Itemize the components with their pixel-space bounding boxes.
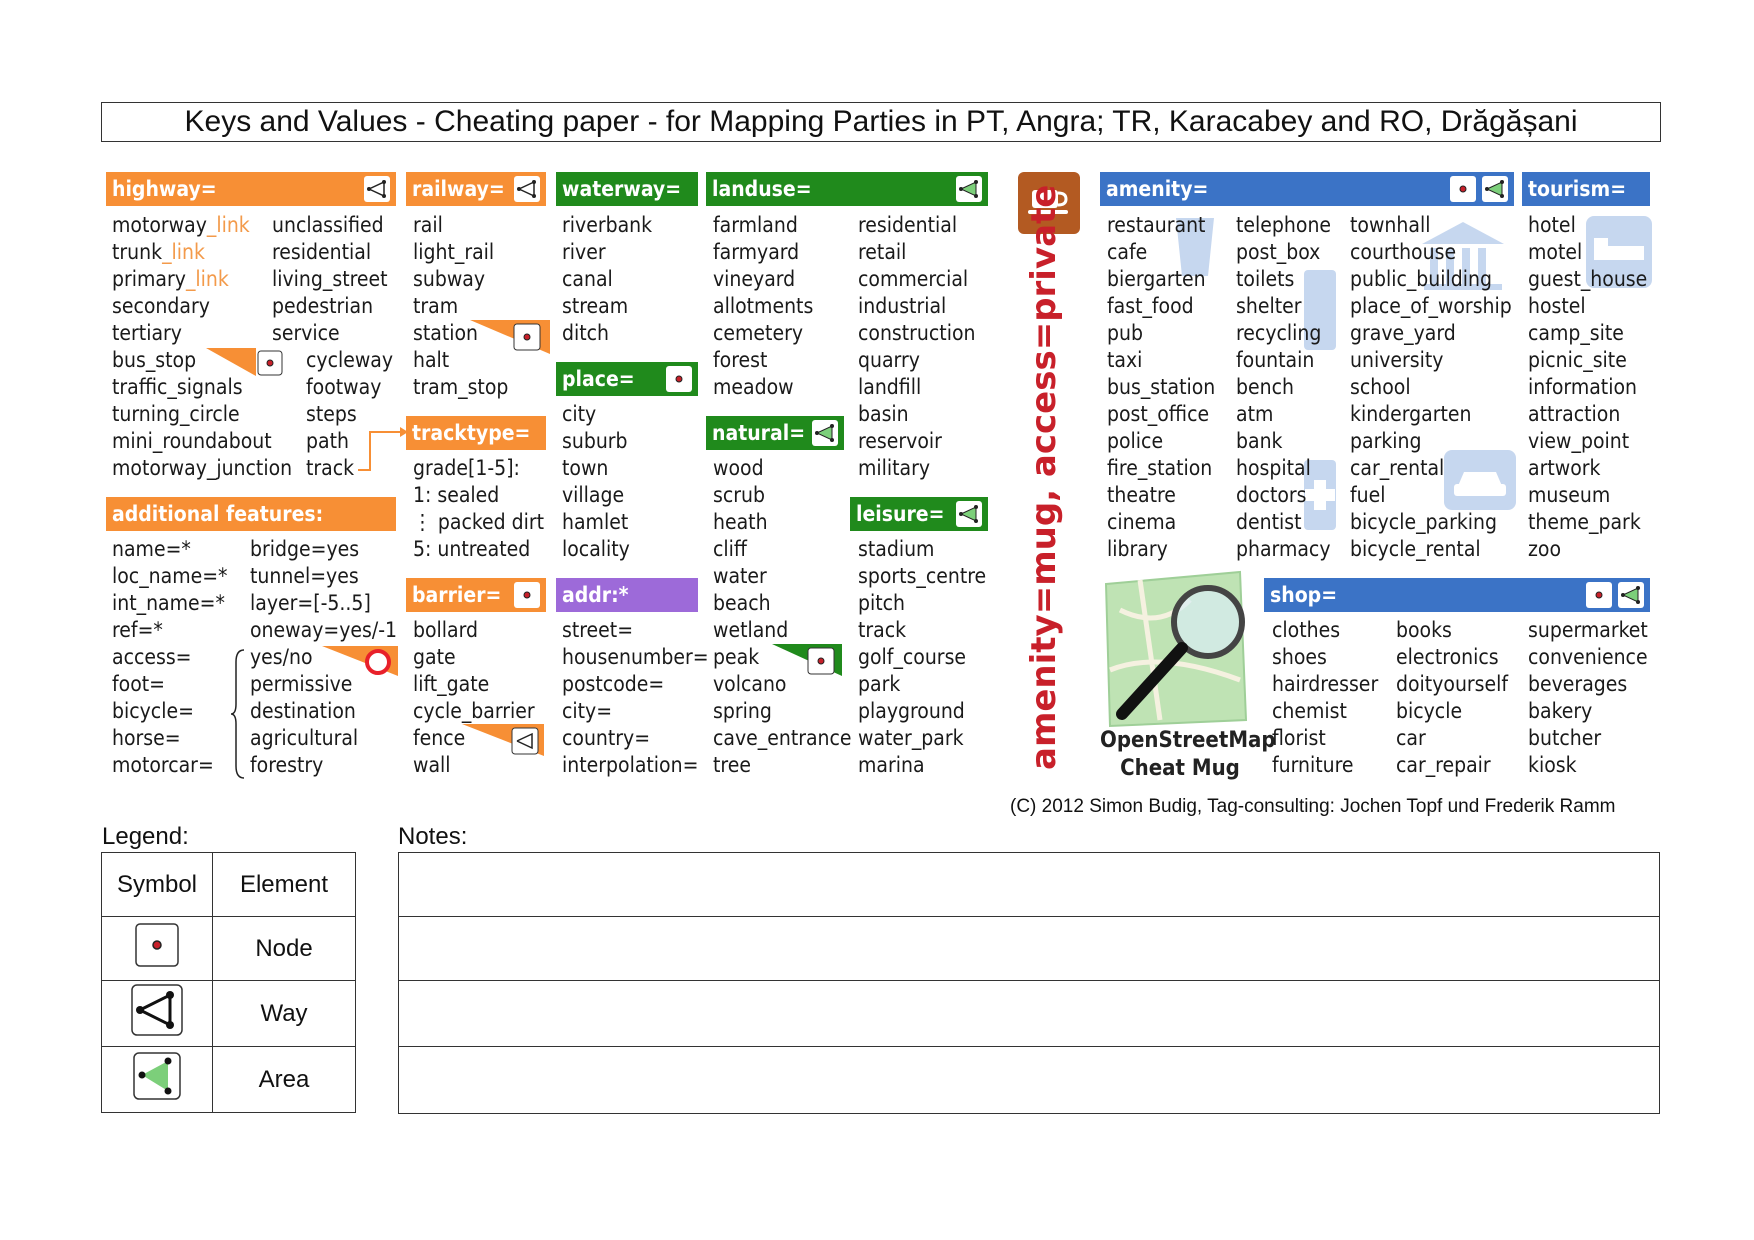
list-item: retail	[858, 240, 907, 264]
vertical-tag-text: amenity=mug, access=private	[1024, 184, 1064, 770]
list-item: meadow	[713, 375, 794, 399]
list-item: ditch	[562, 321, 610, 345]
list-item: tram	[413, 294, 459, 318]
list-item: locality	[562, 537, 630, 561]
list-item: agricultural	[250, 726, 359, 750]
tourism-list	[1528, 212, 1647, 563]
addr-list	[562, 617, 709, 779]
area-icon	[812, 420, 838, 446]
highway-col1	[112, 212, 292, 482]
list-item: motorway_junction	[112, 456, 293, 480]
list-item: ref=*	[112, 618, 163, 642]
list-item: doctors	[1236, 483, 1307, 507]
list-item: car_repair	[1396, 753, 1491, 777]
list-item: convenience	[1528, 645, 1648, 669]
list-item: university	[1350, 348, 1444, 372]
list-item: hostel	[1528, 294, 1586, 318]
node-wedge-icon	[772, 644, 842, 676]
list-item: theatre	[1107, 483, 1176, 507]
list-item: farmland	[713, 213, 798, 237]
list-item: pub	[1107, 321, 1143, 345]
list-item: hotel	[1528, 213, 1576, 237]
list-item: interpolation=	[562, 753, 699, 777]
list-item: stadium	[858, 537, 935, 561]
place-header	[556, 362, 698, 396]
list-item: primary_link	[112, 267, 229, 291]
list-item: grade[1-5]:	[413, 456, 520, 480]
list-item: industrial	[858, 294, 947, 318]
mug-caption-line2: Cheat Mug	[1120, 756, 1240, 781]
way-symbol	[102, 981, 213, 1047]
list-item: place_of_worship	[1350, 294, 1512, 318]
shop-col3	[1528, 617, 1648, 779]
list-item: rail	[413, 213, 443, 237]
leisure-label: leisure=	[856, 502, 945, 526]
way-wedge-icon	[462, 724, 544, 756]
list-item: city=	[562, 699, 613, 723]
list-item: riverbank	[562, 213, 653, 237]
list-item: camp_site	[1528, 321, 1624, 345]
list-item: mini_roundabout	[112, 429, 272, 453]
list-item: recycling	[1236, 321, 1322, 345]
amenity-col3	[1350, 212, 1512, 563]
list-item: police	[1107, 429, 1164, 453]
list-item: fountain	[1236, 348, 1315, 372]
list-item: fence	[413, 726, 466, 750]
list-item: motel	[1528, 240, 1583, 264]
list-item: halt	[413, 348, 450, 372]
list-item: postcode=	[562, 672, 665, 696]
landuse-col2	[858, 212, 975, 482]
list-item: trunk_link	[112, 240, 205, 264]
list-item: fire_station	[1107, 456, 1213, 480]
list-item: wood	[713, 456, 764, 480]
notes-area[interactable]	[398, 852, 1660, 1114]
list-item: pitch	[858, 591, 906, 615]
shop-header	[1264, 578, 1650, 612]
list-item: beverages	[1528, 672, 1628, 696]
natural-label: natural=	[712, 421, 806, 445]
list-item: view_point	[1528, 429, 1630, 453]
list-item: bench	[1236, 375, 1294, 399]
list-item: canal	[562, 267, 613, 291]
page-title: Keys and Values - Cheating paper - for Mapping Parties in PT, Angra; TR, Karacabey and RO, Drăgășani	[101, 102, 1661, 142]
place-list	[562, 401, 630, 563]
node-icon	[666, 366, 692, 392]
list-item: spring	[713, 699, 772, 723]
list-item: bus_station	[1107, 375, 1216, 399]
list-item: access=	[112, 645, 192, 669]
list-item: housenumber=	[562, 645, 709, 669]
addr-header	[556, 578, 698, 612]
list-item: bicycle=	[112, 699, 194, 723]
list-item: bank	[1236, 429, 1283, 453]
list-item: parking	[1350, 429, 1422, 453]
list-item: motorcar=	[112, 753, 214, 777]
list-item: tram_stop	[413, 375, 509, 399]
waterway-list	[562, 212, 652, 347]
mug-caption	[1100, 727, 1276, 783]
list-item: taxi	[1107, 348, 1143, 372]
shop-label: shop=	[1270, 583, 1338, 607]
list-item: fast_food	[1107, 294, 1194, 318]
list-item: suburb	[562, 429, 628, 453]
list-item: village	[562, 483, 625, 507]
list-item: post_box	[1236, 240, 1321, 264]
highway-header	[106, 172, 396, 206]
way-icon	[514, 176, 540, 202]
amenity-col2	[1236, 212, 1331, 563]
list-item: basin	[858, 402, 909, 426]
railway-header	[406, 172, 546, 206]
list-item: water_park	[858, 726, 964, 750]
addr-label: addr:*	[562, 583, 629, 607]
list-item: kiosk	[1528, 753, 1577, 777]
list-item: station	[413, 321, 479, 345]
natural-list	[713, 455, 852, 779]
symbol-header: Symbol	[102, 853, 213, 917]
list-item: cemetery	[713, 321, 804, 345]
list-item: ⋮ packed dirt	[413, 510, 545, 534]
node-wedge-icon	[470, 320, 550, 354]
list-item: forestry	[250, 753, 324, 777]
barrier-label: barrier=	[412, 583, 502, 607]
list-item: forest	[713, 348, 768, 372]
list-item: chemist	[1272, 699, 1347, 723]
list-item: clothes	[1272, 618, 1341, 642]
list-item: landfill	[858, 375, 922, 399]
list-item: permissive	[250, 672, 353, 696]
list-item: guest_house	[1528, 267, 1648, 291]
list-item: int_name=*	[112, 591, 225, 615]
red-circle-icon	[322, 646, 398, 680]
list-item: hospital	[1236, 456, 1311, 480]
tracktype-list	[413, 455, 544, 563]
list-item: allotments	[713, 294, 814, 318]
area-icon	[956, 501, 982, 527]
list-item: cinema	[1107, 510, 1177, 534]
list-item: farmyard	[713, 240, 800, 264]
list-item: books	[1396, 618, 1452, 642]
node-wedge-icon	[206, 348, 288, 378]
list-item: car	[1396, 726, 1426, 750]
list-item: oneway=yes/-1	[250, 618, 398, 642]
list-item: sports_centre	[858, 564, 987, 588]
place-label: place=	[562, 367, 635, 391]
way-icon	[364, 176, 390, 202]
list-item: lift_gate	[413, 672, 490, 696]
list-item: picnic_site	[1528, 348, 1627, 372]
list-item: marina	[858, 753, 925, 777]
list-item: golf_course	[858, 645, 967, 669]
list-item: street=	[562, 618, 634, 642]
list-item: courthouse	[1350, 240, 1457, 264]
list-item: bus_stop	[112, 348, 197, 372]
list-item: town	[562, 456, 609, 480]
list-item: residential	[858, 213, 958, 237]
way-icon	[130, 983, 184, 1037]
list-item: telephone	[1236, 213, 1332, 237]
list-item: theme_park	[1528, 510, 1641, 534]
list-item: restaurant	[1107, 213, 1206, 237]
list-item: gate	[413, 645, 456, 669]
additional-label: additional features:	[112, 502, 324, 526]
highway-label: highway=	[112, 177, 217, 201]
shop-col1	[1272, 617, 1378, 779]
landuse-label: landuse=	[712, 177, 812, 201]
list-item: loc_name=*	[112, 564, 228, 588]
list-item: doityourself	[1396, 672, 1509, 696]
list-item: playground	[858, 699, 965, 723]
list-item: 1: sealed	[413, 483, 500, 507]
node-icon	[514, 582, 540, 608]
list-item: footway	[306, 375, 382, 399]
legend-row-label: Way	[213, 981, 356, 1047]
list-item: toilets	[1236, 267, 1295, 291]
tourism-label: tourism=	[1528, 177, 1627, 201]
list-item: tertiary	[112, 321, 182, 345]
node-icon	[134, 922, 180, 968]
additional-header	[106, 497, 396, 531]
list-item: reservoir	[858, 429, 942, 453]
list-item: grave_yard	[1350, 321, 1456, 345]
list-item: wall	[413, 753, 451, 777]
list-item: electronics	[1396, 645, 1499, 669]
list-item: florist	[1272, 726, 1326, 750]
list-item: car_rental	[1350, 456, 1445, 480]
list-item: fuel	[1350, 483, 1386, 507]
list-item: biergarten	[1107, 267, 1206, 291]
tourism-header	[1522, 172, 1650, 206]
brace-icon	[230, 648, 246, 780]
list-item: hairdresser	[1272, 672, 1379, 696]
list-item: military	[858, 456, 931, 480]
list-item: subway	[413, 267, 486, 291]
list-item: heath	[713, 510, 768, 534]
list-item: city	[562, 402, 597, 426]
list-item: country=	[562, 726, 651, 750]
list-item: quarry	[858, 348, 920, 372]
list-item: zoo	[1528, 537, 1562, 561]
amenity-label: amenity=	[1106, 177, 1209, 201]
area-symbol	[102, 1047, 213, 1113]
list-item: cave_entrance	[713, 726, 852, 750]
list-item: service	[272, 321, 340, 345]
tracktype-label: tracktype=	[412, 421, 531, 445]
list-item: supermarket	[1528, 618, 1648, 642]
legend-row-label: Area	[213, 1047, 356, 1113]
list-item: residential	[272, 240, 372, 264]
list-item: furniture	[1272, 753, 1354, 777]
list-item: bicycle_rental	[1350, 537, 1481, 561]
list-item: path	[306, 429, 349, 453]
waterway-header	[556, 172, 698, 206]
list-item: name=*	[112, 537, 191, 561]
legend-row-label: Node	[213, 917, 356, 981]
list-item: turning_circle	[112, 402, 240, 426]
list-item: yes/no	[250, 645, 313, 669]
list-item: living_street	[272, 267, 388, 291]
mug-caption-line1: OpenStreetMap	[1100, 728, 1276, 753]
list-item: bicycle_parking	[1350, 510, 1498, 534]
amenity-col1	[1107, 212, 1215, 563]
list-item: cliff	[713, 537, 747, 561]
arrow-icon	[356, 424, 408, 474]
landuse-col1	[713, 212, 813, 401]
area-icon	[1618, 582, 1644, 608]
list-item: river	[562, 240, 606, 264]
area-icon	[956, 176, 982, 202]
list-item: public_building	[1350, 267, 1492, 291]
landuse-header	[706, 172, 988, 206]
additional-col1	[112, 536, 228, 779]
node-symbol	[102, 917, 213, 981]
list-item: vineyard	[713, 267, 796, 291]
list-item: townhall	[1350, 213, 1431, 237]
list-item: commercial	[858, 267, 969, 291]
list-item: beach	[713, 591, 771, 615]
element-header: Element	[213, 853, 356, 917]
list-item: cycleway	[306, 348, 394, 372]
list-item: tree	[713, 753, 751, 777]
leisure-header	[850, 497, 988, 531]
list-item: library	[1107, 537, 1168, 561]
list-item: wetland	[713, 618, 789, 642]
list-item: cycle_barrier	[413, 699, 535, 723]
list-item: foot=	[112, 672, 165, 696]
list-item: dentist	[1236, 510, 1302, 534]
list-item: shoes	[1272, 645, 1327, 669]
barrier-header	[406, 578, 546, 612]
legend-title: Legend:	[102, 823, 189, 850]
credit-line: (C) 2012 Simon Budig, Tag-consulting: Jochen Topf und Frederik Ramm	[1010, 796, 1616, 817]
list-item: motorway_link	[112, 213, 250, 237]
list-item: stream	[562, 294, 629, 318]
list-item: museum	[1528, 483, 1611, 507]
amenity-header	[1100, 172, 1514, 206]
notes-line[interactable]	[399, 1047, 1659, 1113]
tracktype-header	[406, 416, 546, 450]
list-item: peak	[713, 645, 760, 669]
railway-list	[413, 212, 508, 401]
list-item: destination	[250, 699, 356, 723]
list-item: bicycle	[1396, 699, 1463, 723]
list-item: secondary	[112, 294, 210, 318]
list-item: unclassified	[272, 213, 384, 237]
list-item: layer=[-5..5]	[250, 591, 371, 615]
notes-line[interactable]	[399, 917, 1659, 981]
list-item: post_office	[1107, 402, 1210, 426]
notes-line[interactable]	[399, 853, 1659, 917]
list-item: traffic_signals	[112, 375, 243, 399]
list-item: water	[713, 564, 767, 588]
list-item: scrub	[713, 483, 765, 507]
openstreetmap-logo-icon	[1100, 570, 1250, 730]
area-icon	[132, 1051, 182, 1101]
list-item: light_rail	[413, 240, 495, 264]
list-item: bollard	[413, 618, 479, 642]
list-item: attraction	[1528, 402, 1621, 426]
shop-col2	[1396, 617, 1508, 779]
list-item: kindergarten	[1350, 402, 1472, 426]
list-item: 5: untreated	[413, 537, 531, 561]
waterway-label: waterway=	[562, 177, 682, 201]
list-item: information	[1528, 375, 1637, 399]
list-item: school	[1350, 375, 1411, 399]
node-icon	[1450, 176, 1476, 202]
list-item: volcano	[713, 672, 787, 696]
notes-line[interactable]	[399, 981, 1659, 1047]
list-item: construction	[858, 321, 976, 345]
railway-label: railway=	[412, 177, 505, 201]
list-item: artwork	[1528, 456, 1601, 480]
list-item: track	[858, 618, 907, 642]
legend-table	[101, 852, 356, 1113]
leisure-list	[858, 536, 986, 779]
node-icon	[1586, 582, 1612, 608]
list-item: pedestrian	[272, 294, 374, 318]
list-item: track	[306, 456, 355, 480]
list-item: hamlet	[562, 510, 629, 534]
list-item: tunnel=yes	[250, 564, 359, 588]
list-item: bridge=yes	[250, 537, 360, 561]
list-item: shelter	[1236, 294, 1302, 318]
notes-title: Notes:	[398, 823, 468, 850]
list-item: cafe	[1107, 240, 1148, 264]
natural-header	[706, 416, 844, 450]
list-item: steps	[306, 402, 357, 426]
list-item: pharmacy	[1236, 537, 1331, 561]
list-item: park	[858, 672, 901, 696]
area-icon	[1482, 176, 1508, 202]
list-item: bakery	[1528, 699, 1593, 723]
list-item: horse=	[112, 726, 181, 750]
list-item: butcher	[1528, 726, 1602, 750]
list-item: atm	[1236, 402, 1274, 426]
